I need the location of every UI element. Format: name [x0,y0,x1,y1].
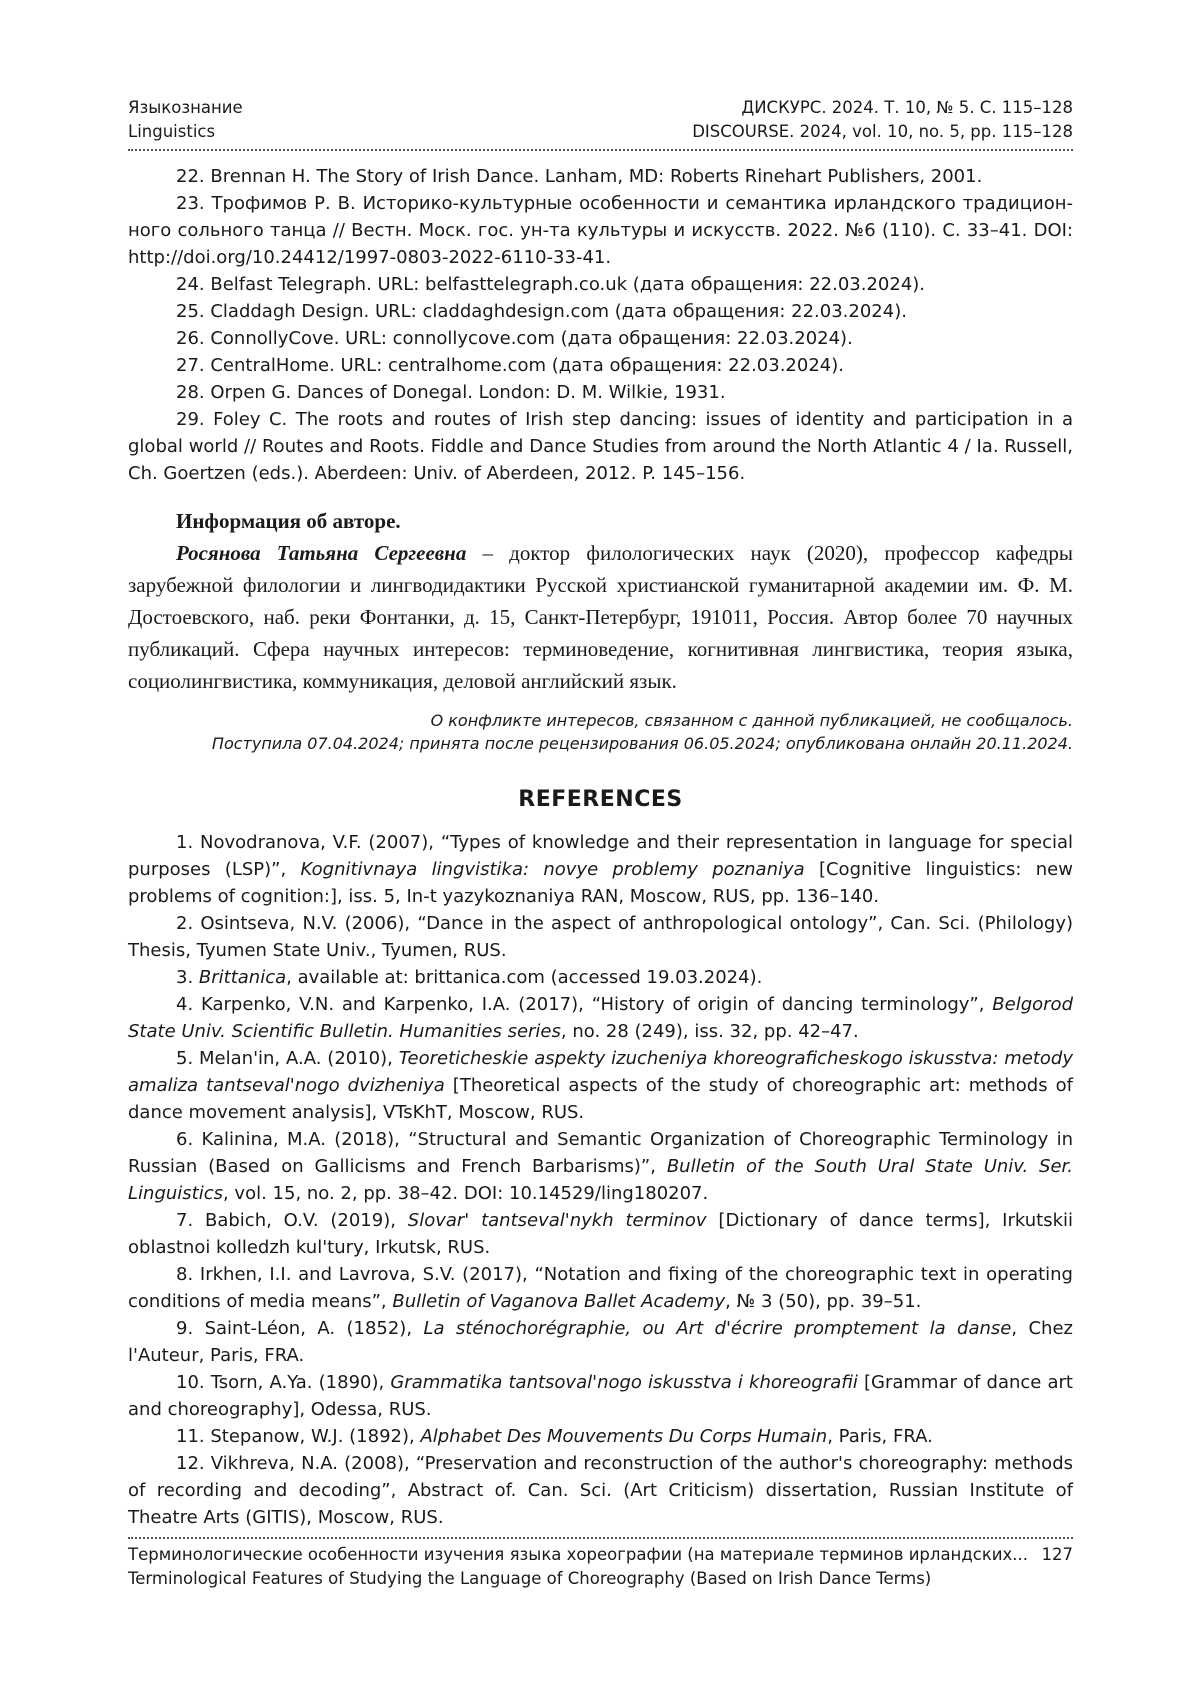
reference-item: 2. Osintseva, N.V. (2006), “Dance in the aspect of anthropological ontology”, Can. Sci. (Philology) Thesis, Tyumen State Univ., Tyumen, RUS. [128,913,1073,961]
bibliography-list-ru [128,163,1073,487]
reference-item: 7. Babich, O.V. (2019), Slovar' tantseval'nykh terminov [Dictionary of dance terms], Irkutskii oblastnoi kolledzh kul'tury, Irkutsk, RUS. [128,1210,1073,1258]
bibliography-item: 27. CentralHome. URL: centralhome.com (дата обращения: 22.03.2024). [176,355,844,376]
bibliography-item: 24. Belfast Telegraph. URL: belfasttelegraph.co.uk (дата обращения: 22.03.2024). [176,274,926,295]
conflict-of-interest-note: О конфликте интересов, связанном с данной публикацией, не сообщалось. [430,711,1073,730]
bibliography-item: 28. Orpen G. Dances of Donegal. London: D. M. Wilkie, 1931. [176,382,726,403]
header-journal-ru: ДИСКУРС. 2024. Т. 10, № 5. С. 115–128 [741,98,1073,117]
publication-dates: Поступила 07.04.2024; принята после рецензирования 06.05.2024; опубликована онлайн 20.11.2024. [211,734,1073,753]
references-heading: REFERENCES [518,787,683,812]
reference-item: 9. Saint-Léon, A. (1852), La sténochorégraphie, ou Art d'écrire promptement la danse, Chez l'Auteur, Paris, FRA. [128,1318,1073,1366]
footer-row-ru [128,1543,1073,1567]
reference-item: 10. Tsorn, A.Ya. (1890), Grammatika tantsoval'nogo iskusstva i khoreografii [Grammar of dance art and choreography], Odessa, RUS. [128,1372,1073,1420]
bibliography-item: 22. Brennan H. The Story of Irish Dance. Lanham, MD: Roberts Rinehart Publishers, 2001. [176,166,983,187]
header-right [692,96,1073,144]
author-name: Росянова Татьяна Сергеевна [176,541,467,565]
reference-item: 8. Irkhen, I.I. and Lavrova, S.V. (2017), “Notation and fixing of the choreographic text in operating conditions of media means”, Bulletin of Vaganova Ballet Academy, № 3 (50), pp. 39–51. [128,1264,1073,1312]
bibliography-item: 29. Foley C. The roots and routes of Irish step dancing: issues of identity and participation in a global world // Routes and Roots. Fiddle and Dance Studies from around the North Atlantic 4 / Ia. Russell, Ch. Goertzen (eds.). Aberdeen: Univ. of Aberdeen, 2012. P. 145–156. [128,409,1073,484]
page-number: 127 [1041,1545,1073,1564]
author-bio [128,537,1073,697]
reference-item: 6. Kalinina, M.A. (2018), “Structural and Semantic Organization of Choreographic Terminology in Russian (Based on Gallicisms and French Barbarisms)”, Bulletin of the South Ural State Univ. Ser. Linguistics, vol. 15, no. 2, pp. 38–42. DOI: 10.14529/ling180207. [128,1129,1074,1204]
author-bio-text: – доктор филологических наук (2020), профессор кафедры зарубежной филологии и лингводидактики Русской христианской гуманитарной академии им. Ф. М. Достоевского, наб. реки Фонтанки, д. 15, Санкт-Петербург, 191011, Россия. Автор более 70 научных публикаций. Сфера научных интересов: терминоведение, когнитивная лингвистика, теория языка, социолингвистика, коммуникация, деловой английский язык. [128,541,1073,693]
references-list [128,829,1073,1531]
footer-divider [128,1537,1073,1539]
reference-item: 1. Novodranova, V.F. (2007), “Types of knowledge and their representation in language for special purposes (LSP)”, Kognitivnaya lingvistika: novye problemy poznaniya [Cognitive linguistics: new problems of cognition:], iss. 5, In-t yazykoznaniya RAN, Moscow, RUS, pp. 136–140. [128,832,1073,907]
header-left [128,96,243,144]
footer-title-ru: Терминологические особенности изучения языка хореографии (на материале терминов ирландских... [128,1545,1029,1564]
header-divider [128,149,1073,151]
author-info-heading: Информация об авторе. [176,509,401,533]
publication-notes [128,709,1073,755]
bibliography-item: 23. Трофимов Р. В. Историко-культурные особенности и семантика ирландского традиционного сольного танца // Вестн. Моск. гос. ун-та культуры и искусств. 2022. №6 (110). С. 33–41. DOI: http://doi.org/10.24412/1997-0803-2022-6110-33-41. [128,193,1073,268]
reference-item: 4. Karpenko, V.N. and Karpenko, I.A. (2017), “History of origin of dancing terminology”, Belgorod State Univ. Scientific Bulletin. Humanities series, no. 28 (249), iss. 32, pp. 42–47. [128,994,1073,1042]
running-footer [128,1543,1073,1591]
bibliography-item: 25. Claddagh Design. URL: claddaghdesign.com (дата обращения: 22.03.2024). [176,301,907,322]
header-journal-en: DISCOURSE. 2024, vol. 10, no. 5, pp. 115–128 [692,122,1073,141]
reference-item: 5. Melan'in, A.A. (2010), Teoreticheskie aspekty izucheniya khoreograficheskogo iskusstva: metody amaliza tantseval'nogo dvizheniya [Theoretical aspects of the study of choreographic art: methods of dance movement analysis], VTsKhT, Moscow, RUS. [128,1048,1073,1123]
author-info [128,505,1073,697]
header-section-en: Linguistics [128,122,216,141]
bibliography-item: 26. ConnollyCove. URL: connollycove.com (дата обращения: 22.03.2024). [176,328,853,349]
page [128,96,1073,1591]
running-header [128,96,1073,144]
header-section-ru: Языкознание [128,98,243,117]
footer-title-en: Terminological Features of Studying the Language of Choreography (Based on Irish Dance Terms) [128,1569,932,1588]
reference-item: 11. Stepanow, W.J. (1892), Alphabet Des Mouvements Du Corps Humain, Paris, FRA. [176,1426,933,1447]
reference-item: 12. Vikhreva, N.A. (2008), “Preservation and reconstruction of the author's choreography: methods of recording and decoding”, Abstract of. Can. Sci. (Art Criticism) dissertation, Russian Institute of Theatre Arts (GITIS), Moscow, RUS. [128,1453,1073,1528]
reference-item: 3. Brittanica, available at: brittanica.com (accessed 19.03.2024). [176,967,763,988]
